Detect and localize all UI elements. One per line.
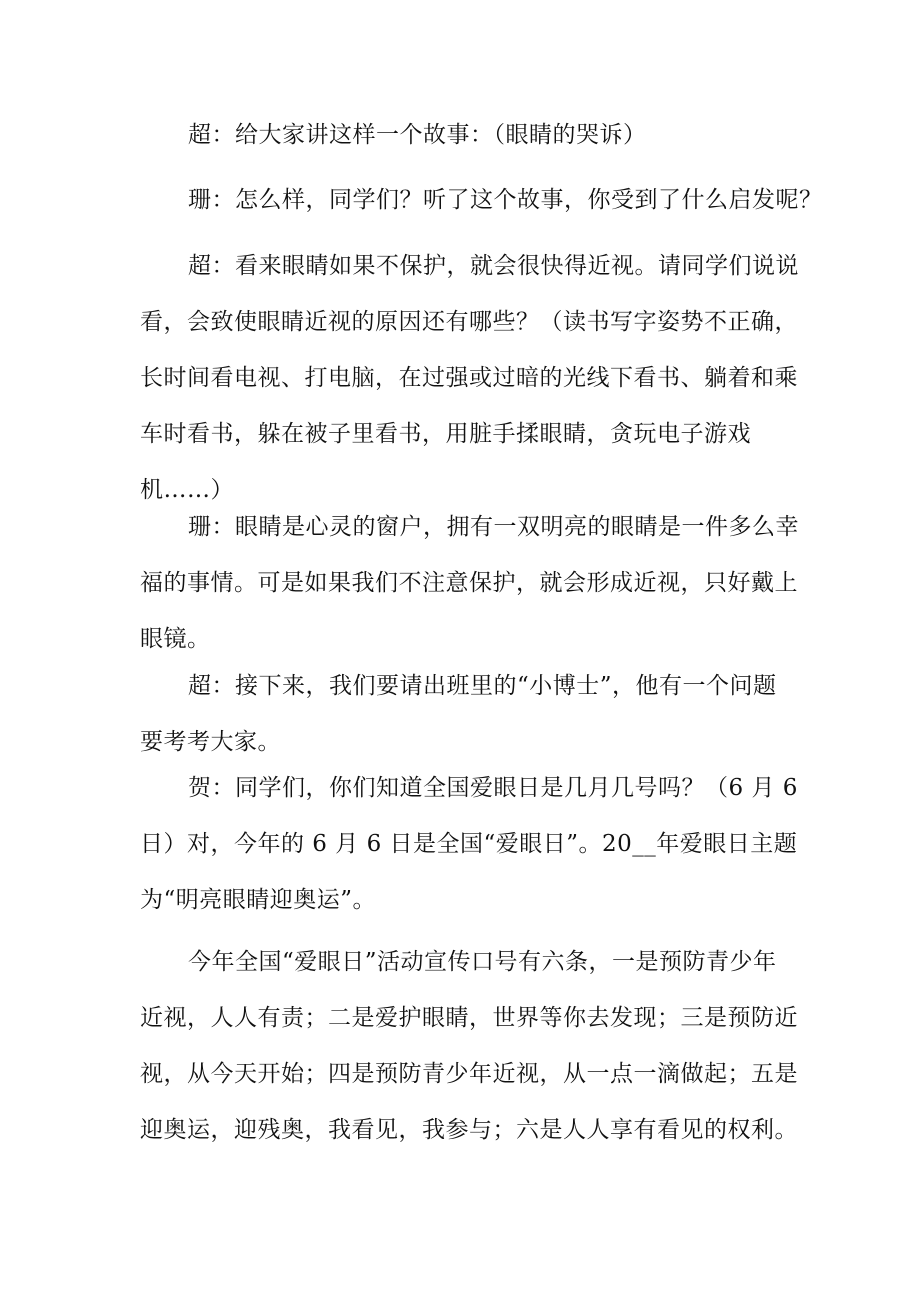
text-line: 超：给大家讲这样一个故事：（眼睛的哭诉） bbox=[188, 122, 647, 148]
text-line: 迎奥运，迎残奥，我看见，我参与；六是人人享有看见的权利。 bbox=[140, 1117, 798, 1143]
text-line: 要考考大家。 bbox=[140, 729, 281, 755]
text-line: 为“明亮眼睛迎奥运”。 bbox=[140, 887, 377, 913]
text-line: 贺：同学们，你们知道全国爱眼日是几月几号吗？（6 月 6 bbox=[188, 775, 798, 801]
text-line: 车时看书，躲在被子里看书，用脏手揉眼睛，贪玩电子游戏 bbox=[140, 421, 751, 447]
paragraph-little-doctor bbox=[140, 658, 790, 770]
text-line: 福的事情。可是如果我们不注意保护，就会形成近视，只好戴上 bbox=[140, 570, 798, 596]
text-line: 今年全国“爱眼日”活动宣传口号有六条，一是预防青少年 bbox=[188, 949, 777, 975]
text-line: 机……） bbox=[140, 477, 234, 503]
paragraph-question bbox=[140, 172, 823, 228]
paragraph-eye-day bbox=[140, 760, 798, 928]
paragraph-eyes-window bbox=[140, 499, 799, 667]
text-line: 近视，人人有责；二是爱护眼睛，世界等你去发现；三是预防近 bbox=[140, 1005, 798, 1031]
text-line: 眼镜。 bbox=[140, 626, 211, 652]
paragraph-myopia-causes bbox=[140, 238, 799, 518]
text-line: 超：接下来，我们要请出班里的“小博士”，他有一个问题 bbox=[188, 673, 777, 699]
text-line: 视，从今天开始；四是预防青少年近视，从一点一滴做起；五是 bbox=[140, 1061, 798, 1087]
text-line: 日）对，今年的 6 月 6 日是全国“爱眼日”。20__年爱眼日主题 bbox=[140, 831, 798, 857]
text-line: 珊：怎么样，同学们？听了这个故事，你受到了什么启发呢？ bbox=[188, 187, 823, 213]
text-line: 长时间看电视、打电脑，在过强或过暗的光线下看书、躺着和乘 bbox=[140, 365, 798, 391]
text-line: 超：看来眼睛如果不保护，就会很快得近视。请同学们说说 bbox=[188, 253, 799, 279]
paragraph-story-intro bbox=[140, 107, 790, 163]
paragraph-slogans bbox=[140, 934, 798, 1158]
text-line: 看，会致使眼睛近视的原因还有哪些？（读书写字姿势不正确， bbox=[140, 309, 798, 335]
text-line: 珊：眼睛是心灵的窗户，拥有一双明亮的眼睛是一件多么幸 bbox=[188, 514, 799, 540]
